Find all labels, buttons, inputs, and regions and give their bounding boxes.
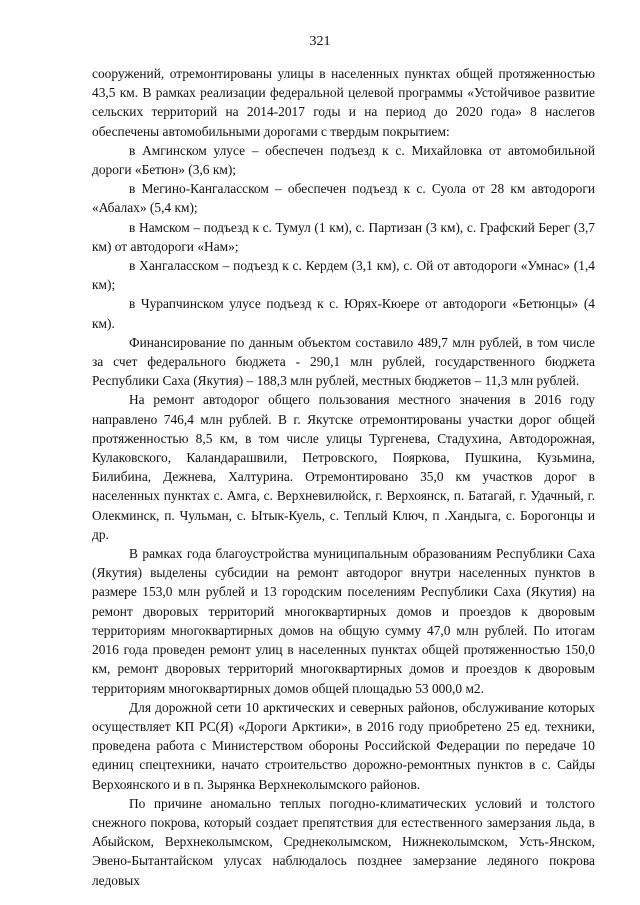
paragraph: в Амгинском улусе – обеспечен подъезд к с. Михайловка от автомобильной дороги «Бетюн» (3,6 км); [92,142,595,178]
paragraph: В рамках года благоустройства муниципальным образованиям Республики Саха (Якутия) выделены субсидии на ремонт автодорог внутри населенных пунктов в размере 153,0 млн рублей и 13 городским поселениям Республики Саха (Якутия) на ремонт дворовых территорий многоквартирных домов и проездов к дворовым территориям многоквартирных домов на общую сумму 47,0 млн рублей. По итогам 2016 года проведен ремонт улиц в населенных пунктах общей протяженностью 150,0 км, ремонт дворовых территорий многоквартирных домов и проездов к дворовым территориям многоквартирных домов общей площадью 53 000,0 м2. [92,546,595,696]
paragraph: На ремонт автодорог общего пользования местного значения в 2016 году направлено 746,4 млн рублей. В г. Якутске отремонтированы участки дорог общей протяженностью 8,5 км, в том числе улицы Тургенева, Стадухина, Автодорожная, Кулаковского, Каландарашвили, Петровского, Пояркова, Пушкина, Кузьмина, Билибина, Дежнева, Халтурина. Отремонтировано 35,0 км участков дорог в населенных пунктах с. Амга, с. Верхневилюйск, г. Верхоянск, п. Батагай, г. Удачный, г. Олекминск, п. Чульман, с. Ытык-Куель, с. Теплый Ключ, п .Хандыга, с. Борогонцы и др. [92,392,595,542]
paragraph: в Намском – подъезд к с. Тумул (1 км), с. Партизан (3 км), с. Графский Берег (3,7 км) от автодороги «Нам»; [92,219,595,254]
paragraph: Финансирование по данным объектом составило 489,7 млн рублей, в том числе за счет федерального бюджета - 290,1 млн рублей, государственного бюджета Республики Саха (Якутия) – 188,3 млн рублей, местных бюджетов – 11,3 млн рублей. [92,334,595,389]
paragraph: в Мегино-Кангаласском – обеспечен подъезд к с. Суола от 28 км автодороги «Абалах» (5,4 км); [92,181,595,216]
paragraph: в Чурапчинском улусе подъезд к с. Юрях-Кюере от автодороги «Бетюнцы» (4 км). [92,296,595,331]
paragraph: По причине аномально теплых погодно-климатических условий и толстого снежного покрова, который создает препятствия для естественного замерзания льда, в Абыйском, Верхнеколымском, Среднеколымском, Нижнеколымском, Усть-Янском, Эвено-Бытантайском улусах наблюдалось позднее замерзание ледяного покрова ледовых [92,795,595,888]
paragraph: в Хангаласском – подъезд к с. Кердем (3,1 км), с. Ой от автодороги «Умнас» (1,4 км); [92,258,595,293]
paragraph: сооружений, отремонтированы улицы в населенных пунктах общей протяженностью 43,5 км. В рамках реализации федеральной целевой программы «Устойчивое развитие сельских территорий на 2014-2017 годы и на период до 2020 года» 8 наслегов обеспечены автомобильными дорогами с твердым покрытием: [92,66,595,139]
paragraph: Для дорожной сети 10 арктических и северных районов, обслуживание которых осуществляет КП РС(Я) «Дороги Арктики», в 2016 году приобретено 25 ед. техники, проведена работа с Министерством обороны Российской Федерации по передаче 10 единиц спецтехники, начато строительство дорожно-ремонтных пунктов в с. Сайды Верхоянского и в п. Зырянка Верхнеколымского районов. [92,699,595,792]
page-number: 321 [309,34,331,49]
body-text [92,64,595,890]
